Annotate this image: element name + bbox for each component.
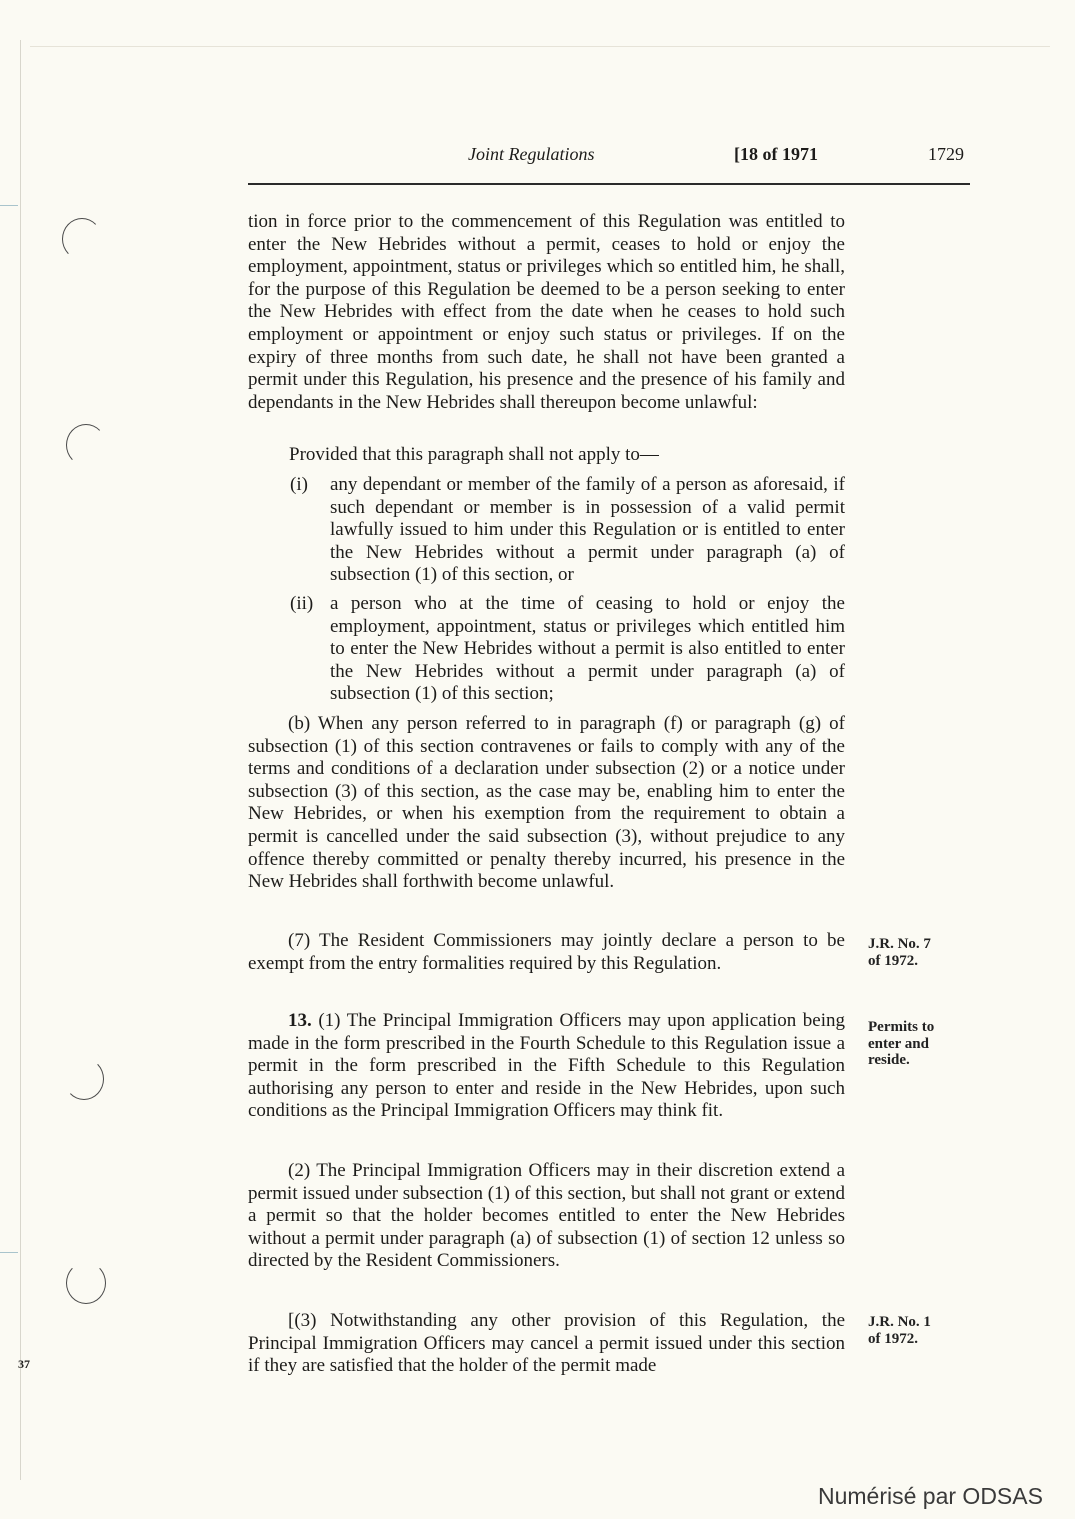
- side-number: 37: [18, 1357, 30, 1371]
- proviso: Provided that this paragraph shall not apply to—: [289, 444, 659, 465]
- header-rule: [248, 183, 970, 185]
- list-item: [290, 593, 845, 706]
- scan-watermark: Numérisé par ODSAS: [818, 1483, 1043, 1509]
- punch-hole-icon: [62, 218, 102, 260]
- margin-note: J.R. No. 7 of 1972.: [868, 936, 931, 969]
- list-item: [290, 474, 845, 587]
- page-left-edge: [20, 40, 21, 1480]
- running-title: Joint Regulations: [468, 144, 595, 164]
- subsection-7: (7) The Resident Commissioners may jointly declare a person to be exempt from the entry formalities required by this Regulation.: [248, 930, 845, 974]
- section-number: 13.: [288, 1010, 312, 1031]
- punch-hole-icon: [66, 424, 106, 466]
- edge-mark: [0, 1252, 18, 1253]
- section-13-3: [(3) Notwithstanding any other provision of this Regulation, the Principal Immigration Officers may cancel a permit issued under this section if they are satisfied that the holder of the permit made: [248, 1310, 845, 1377]
- item-text: a person who at the time of ceasing to hold or enjoy the employment, appointment, status or privileges which entitled him to enter the New Hebrides without a permit is also entitled to enter the New Hebrides without a permit under paragraph (a) of subsection (1) of this section;: [330, 593, 845, 705]
- paragraph-continuation: tion in force prior to the commencement of this Regulation was entitled to enter the New Hebrides without a permit, ceases to hold or enjoy the employment, appointment, status or privileges which so entitled him, he shall, for the purpose of this Regulation be deemed to be a person seeking to enter the New Hebrides with effect from the date when he ceases to hold such employment or appointment or enjoy such status or privileges. If on the expiry of three months from such date, he shall not have been granted a permit under this Regulation, his presence and the presence of his family and dependants in the New Hebrides shall thereupon become unlawful:: [248, 211, 845, 413]
- punch-hole-icon: [66, 1262, 106, 1304]
- margin-note-heading: Permits to enter and reside.: [868, 1019, 935, 1068]
- margin-note: J.R. No. 1 of 1972.: [868, 1314, 931, 1347]
- section-13-2: (2) The Principal Immigration Officers may in their discretion extend a permit issued under subsection (1) of this section, but shall not grant or extend a permit so that the holder becomes entitled to enter the New Hebrides without a permit under paragraph (a) of subsection (1) of section 12 unless so directed by the Resident Commissioners.: [248, 1160, 845, 1272]
- section-13-1: [248, 1010, 845, 1123]
- act-number: [18 of 1971: [734, 144, 818, 164]
- page-top-edge: [30, 46, 1050, 47]
- item-text: any dependant or member of the family of a person as aforesaid, if such dependant or member is in possession of a valid permit lawfully issued to him under this Regulation or is entitled to enter the New Hebrides without a permit under paragraph (a) of subsection (1) of this section, or: [330, 474, 845, 586]
- edge-mark: [0, 205, 18, 206]
- item-number: (ii): [290, 593, 314, 614]
- punch-hole-icon: [64, 1058, 104, 1100]
- paragraph-b: (b) When any person referred to in paragraph (f) or paragraph (g) of subsection (1) of this section contravenes or fails to comply with any of the terms and conditions of a declaration under subsection (2) or a notice under subsection (3) of this section, as the case may be, enabling him to enter the New Hebrides, or when his exemption from the requirement to obtain a permit is cancelled under the said subsection (3), without prejudice to any offence thereby committed or penalty thereby incurred, his presence in the New Hebrides shall forthwith become unlawful.: [248, 713, 845, 893]
- page-number: 1729: [928, 144, 964, 164]
- item-number: (i): [290, 474, 308, 495]
- section-text: (1) The Principal Immigration Officers may upon application being made in the form prescribed in the Fourth Schedule to this Regulation issue a permit in the form prescribed in the Fifth Schedule to this Regulation authorising any person to enter and reside in the New Hebrides, upon such conditions as the Principal Immigration Officers may think fit.: [248, 1010, 846, 1122]
